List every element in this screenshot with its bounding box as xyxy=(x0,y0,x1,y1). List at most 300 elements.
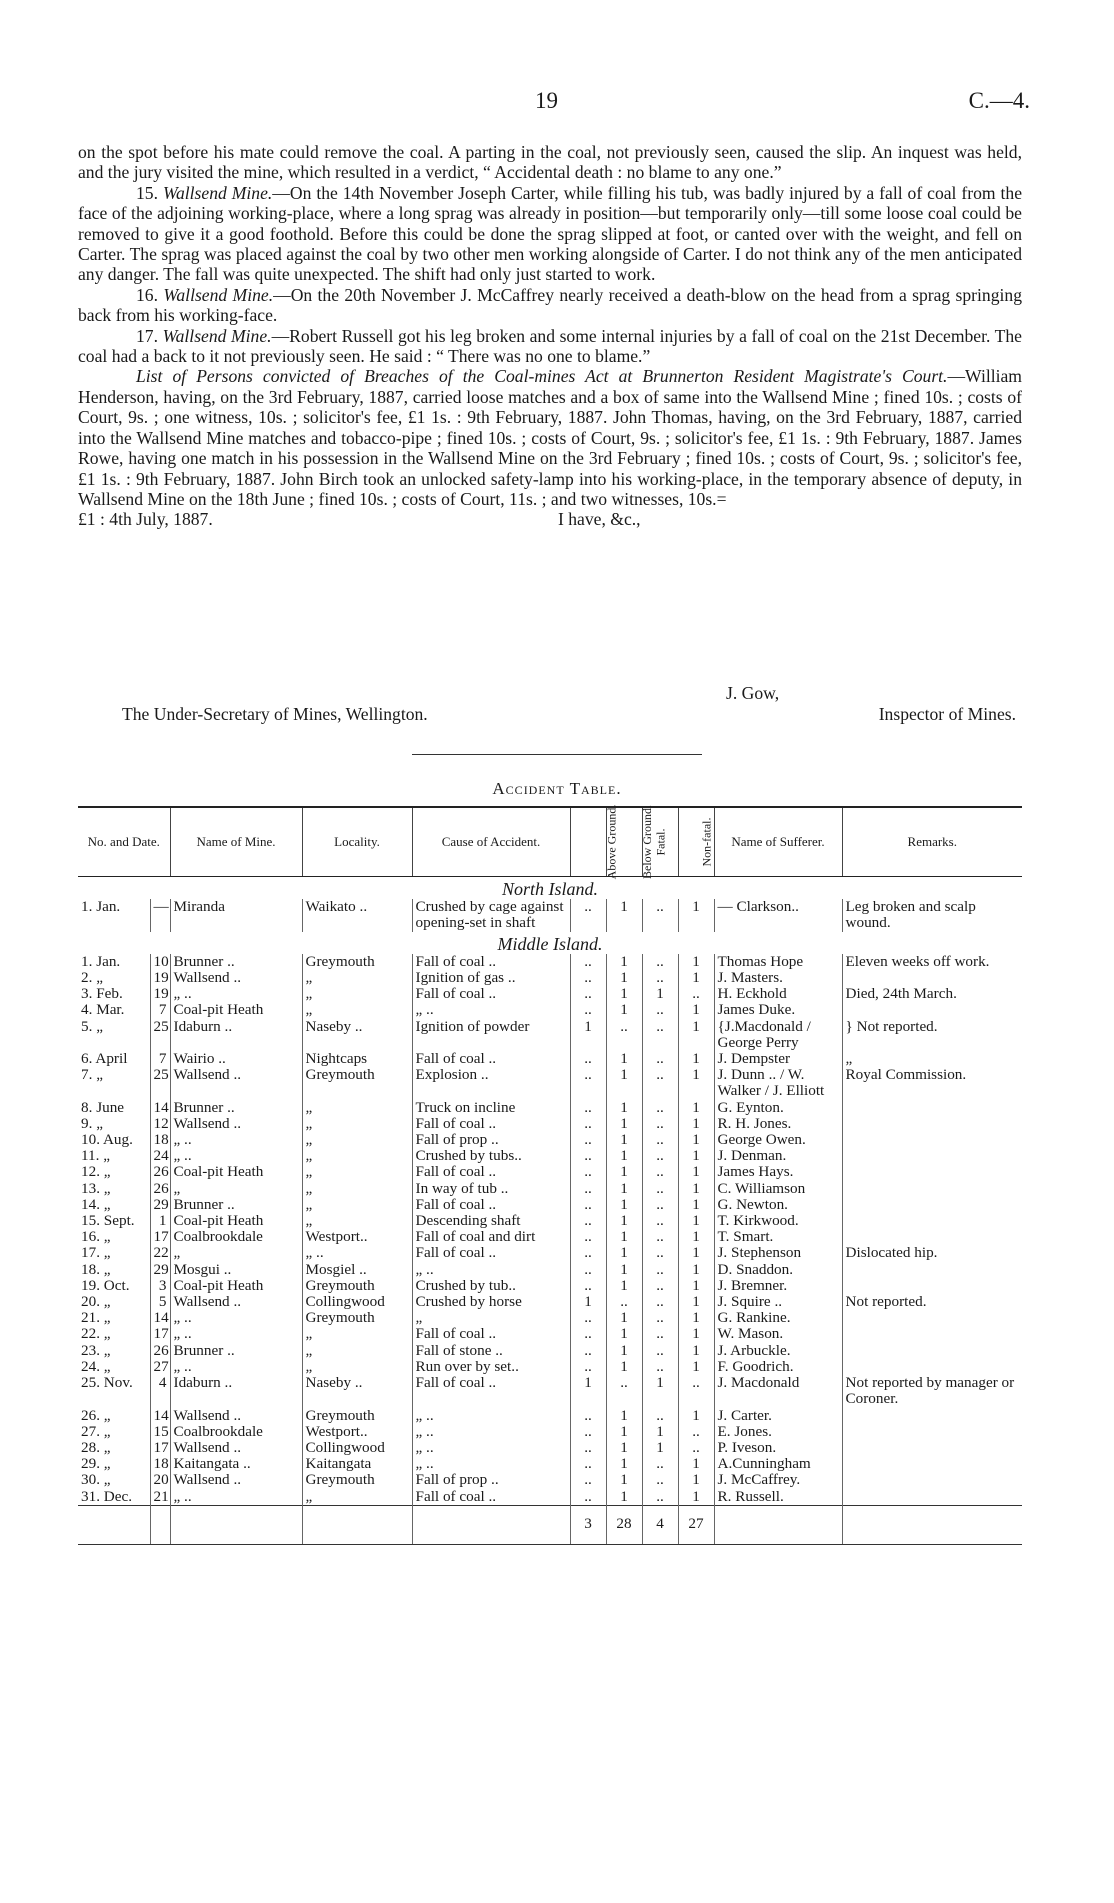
totals-empty xyxy=(302,1505,412,1544)
cell-below-ground: .. xyxy=(606,1375,642,1407)
cell-cause: Fall of coal and dirt xyxy=(412,1229,570,1245)
cell-row-number: 1. Jan. xyxy=(81,899,121,916)
cell-row-number: 30. „ xyxy=(81,1472,111,1489)
cell-locality: Collingwood xyxy=(302,1294,412,1310)
cell-sufferer: J. Dempster xyxy=(714,1051,842,1067)
cell-fatal: .. xyxy=(642,1197,678,1213)
paragraph-text: —On the 14th November Joseph Carter, while filling his tub, was badly injured by a fall of coal from the face of the adjoining working-place, where a long sprag was already in position—but temporarily only—till some loose coal could be removed to give it a good foothold. Before this could be done the sprag slipped at foot, or canted over with the weight, and fell on Carter. The sprag was placed against the coal by two other men working alongside of Carter. I do not think any of the men anticipated any danger. The fall was quite unexpected. The shift had only just started to work. xyxy=(78,182,1023,285)
cell-fatal: .. xyxy=(642,1408,678,1424)
total-fatal: 4 xyxy=(642,1505,678,1544)
cell-non-fatal: 1 xyxy=(678,954,714,970)
cell-non-fatal: .. xyxy=(678,1375,714,1407)
cell-mine-name: Wairio .. xyxy=(170,1051,302,1067)
cell-remarks: Dislocated hip. xyxy=(842,1245,1022,1261)
table-header-row xyxy=(78,807,1022,877)
cell-locality: „ xyxy=(302,1002,412,1018)
cell-locality: „ xyxy=(302,970,412,986)
cell-remarks xyxy=(842,1213,1022,1229)
cell-non-fatal: 1 xyxy=(678,1067,714,1099)
cell-remarks xyxy=(842,1343,1022,1359)
cell-locality: Greymouth xyxy=(302,1310,412,1326)
cell-remarks: „ xyxy=(842,1051,1022,1067)
cell-row-day: 24 xyxy=(150,1148,170,1164)
cell-row-number: 14. „ xyxy=(81,1196,111,1213)
cell-above-ground: .. xyxy=(570,1229,606,1245)
cell-locality: Greymouth xyxy=(302,1067,412,1099)
cell-cause: Fall of coal .. xyxy=(412,1489,570,1506)
cell-below-ground: 1 xyxy=(606,1181,642,1197)
cell-row-day: 10 xyxy=(150,954,170,970)
cell-fatal: .. xyxy=(642,1164,678,1180)
cell-non-fatal: 1 xyxy=(678,970,714,986)
cell-remarks xyxy=(842,1262,1022,1278)
cell-mine-name: Brunner .. xyxy=(170,1343,302,1359)
header-non-fatal xyxy=(678,807,714,877)
cell-fatal: 1 xyxy=(642,1424,678,1440)
cell-locality: Westport.. xyxy=(302,1229,412,1245)
cell-non-fatal: 1 xyxy=(678,1359,714,1375)
cell-above-ground: .. xyxy=(570,1051,606,1067)
cell-remarks xyxy=(842,1132,1022,1148)
cell-fatal: .. xyxy=(642,1343,678,1359)
cell-sufferer: James Duke. xyxy=(714,1002,842,1018)
cell-cause: Run over by set.. xyxy=(412,1359,570,1375)
cell-cause: Fall of coal .. xyxy=(412,1326,570,1342)
cell-locality: „ xyxy=(302,1197,412,1213)
cell-below-ground: 1 xyxy=(606,1489,642,1506)
cell-mine-name: Coalbrookdale xyxy=(170,1424,302,1440)
cell-cause: Fall of stone .. xyxy=(412,1343,570,1359)
convictions-end: £1 : 4th July, 1887. xyxy=(78,509,213,530)
cell-below-ground: 1 xyxy=(606,1229,642,1245)
cell-fatal: .. xyxy=(642,970,678,986)
cell-above-ground: .. xyxy=(570,899,606,931)
totals-empty xyxy=(842,1505,1022,1544)
cell-row-number: 20. „ xyxy=(81,1294,111,1311)
totals-empty xyxy=(412,1505,570,1544)
cell-sufferer: J. Macdonald xyxy=(714,1375,842,1407)
cell-non-fatal: .. xyxy=(678,1440,714,1456)
cell-mine-name: „ .. xyxy=(170,1326,302,1342)
cell-row-day: 4 xyxy=(150,1375,170,1407)
total-below-ground: 28 xyxy=(606,1505,642,1544)
cell-non-fatal: 1 xyxy=(678,1197,714,1213)
table-row xyxy=(78,1456,1022,1472)
cell-fatal: .. xyxy=(642,1278,678,1294)
cell-sufferer: — Clarkson.. xyxy=(714,899,842,931)
paragraph-text: —On the 20th November J. McCaffrey nearly received a death-blow on the head from a sprag springing back from his working-face. xyxy=(78,284,1023,326)
cell-below-ground: 1 xyxy=(606,954,642,970)
cell-remarks xyxy=(842,1002,1022,1018)
cell-remarks: Leg broken and scalp wound. xyxy=(842,899,1022,931)
cell-non-fatal: 1 xyxy=(678,1456,714,1472)
cell-row-day: 18 xyxy=(150,1456,170,1472)
table-row xyxy=(78,1116,1022,1132)
cell-below-ground: 1 xyxy=(606,1148,642,1164)
cell-non-fatal: 1 xyxy=(678,1343,714,1359)
cell-below-ground: 1 xyxy=(606,1067,642,1099)
cell-below-ground: 1 xyxy=(606,1245,642,1261)
cell-remarks xyxy=(842,1456,1022,1472)
cell-remarks: Not reported by manager or Coroner. xyxy=(842,1375,1022,1407)
cell-sufferer: J. Squire .. xyxy=(714,1294,842,1310)
cell-above-ground: .. xyxy=(570,1440,606,1456)
table-row xyxy=(78,1310,1022,1326)
section-row-middle xyxy=(78,932,1022,954)
cell-sufferer: George Owen. xyxy=(714,1132,842,1148)
table-row xyxy=(78,1343,1022,1359)
cell-non-fatal: 1 xyxy=(678,1229,714,1245)
cell-fatal: .. xyxy=(642,1229,678,1245)
signer-title: Inspector of Mines. xyxy=(878,704,1016,724)
table-row xyxy=(78,1262,1022,1278)
cell-row-number: 11. „ xyxy=(81,1148,110,1165)
cell-cause: Fall of coal .. xyxy=(412,1116,570,1132)
cell-cause: „ .. xyxy=(412,1424,570,1440)
cell-row-day: 27 xyxy=(150,1359,170,1375)
cell-row-day: 21 xyxy=(150,1489,170,1506)
cell-remarks xyxy=(842,1472,1022,1488)
cell-row-day: 26 xyxy=(150,1343,170,1359)
header-text: Fatal. xyxy=(653,828,668,856)
cell-row-day: 17 xyxy=(150,1326,170,1342)
cell-above-ground: .. xyxy=(570,1262,606,1278)
cell-locality: „ xyxy=(302,1489,412,1506)
cell-non-fatal: 1 xyxy=(678,1181,714,1197)
table-title xyxy=(0,779,1114,799)
cell-fatal: .. xyxy=(642,1294,678,1310)
cell-below-ground: 1 xyxy=(606,1262,642,1278)
cell-sufferer: H. Eckhold xyxy=(714,986,842,1002)
cell-above-ground: .. xyxy=(570,1424,606,1440)
cell-below-ground: 1 xyxy=(606,1164,642,1180)
cell-locality: Westport.. xyxy=(302,1424,412,1440)
cell-fatal: .. xyxy=(642,1019,678,1051)
cell-row-day: 19 xyxy=(150,986,170,1002)
cell-cause: Truck on incline xyxy=(412,1100,570,1116)
cell-sufferer: J. Stephenson xyxy=(714,1245,842,1261)
cell-row-day: 7 xyxy=(150,1051,170,1067)
section-middle-island: Middle Island. xyxy=(497,933,603,954)
mine-name: Wallsend Mine. xyxy=(163,284,274,305)
table-row xyxy=(78,1229,1022,1245)
cell-row-day: 14 xyxy=(150,1310,170,1326)
cell-above-ground: .. xyxy=(570,1100,606,1116)
cell-mine-name: Wallsend .. xyxy=(170,1472,302,1488)
cell-locality: Greymouth xyxy=(302,1472,412,1488)
cell-row-day: 22 xyxy=(150,1245,170,1261)
cell-sufferer: {J.Macdonald / George Perry xyxy=(714,1019,842,1051)
cell-mine-name: „ xyxy=(170,1181,302,1197)
cell-row-number: 21. „ xyxy=(81,1310,111,1327)
cell-row-number: 16. „ xyxy=(81,1229,111,1246)
cell-sufferer: James Hays. xyxy=(714,1164,842,1180)
table-row xyxy=(78,1197,1022,1213)
paragraph-text: —Robert Russell got his leg broken and some internal injuries by a fall of coal on the 21st December. The coal had a back to it not previously seen. He said : “ There was no one to blame.” xyxy=(78,325,1022,367)
cell-above-ground: .. xyxy=(570,1067,606,1099)
table-row xyxy=(78,1132,1022,1148)
table-row xyxy=(78,1019,1022,1051)
cell-fatal: 1 xyxy=(642,1375,678,1407)
header-text: Above Ground. xyxy=(603,804,618,880)
paragraph-15 xyxy=(78,183,1022,285)
cell-cause: Ignition of gas .. xyxy=(412,970,570,986)
cell-non-fatal: 1 xyxy=(678,1019,714,1051)
cell-fatal: .. xyxy=(642,1100,678,1116)
cell-cause: Fall of prop .. xyxy=(412,1132,570,1148)
cell-non-fatal: 1 xyxy=(678,1100,714,1116)
cell-mine-name: „ .. xyxy=(170,1132,302,1148)
cell-non-fatal: 1 xyxy=(678,1132,714,1148)
table-row xyxy=(78,954,1022,970)
cell-sufferer: G. Eynton. xyxy=(714,1100,842,1116)
cell-row-number: 22. „ xyxy=(81,1326,111,1343)
cell-fatal: .. xyxy=(642,1067,678,1099)
cell-locality: „ .. xyxy=(302,1245,412,1261)
cell-sufferer: T. Kirkwood. xyxy=(714,1213,842,1229)
paragraph-number: 17. xyxy=(136,325,158,346)
cell-cause: In way of tub .. xyxy=(412,1181,570,1197)
paragraph-14-end: on the spot before his mate could remove the coal. A parting in the coal, not previously seen, caused the slip. An inquest was held, and the jury visited the mine, which resulted in a verdict, “ Accidental death : no blame to any one.” xyxy=(78,142,1022,183)
cell-row-day: 3 xyxy=(150,1278,170,1294)
cell-cause: Fall of prop .. xyxy=(412,1472,570,1488)
cell-remarks: Not reported. xyxy=(842,1294,1022,1310)
table-row xyxy=(78,1424,1022,1440)
cell-fatal: 1 xyxy=(642,1440,678,1456)
table-row xyxy=(78,1067,1022,1099)
cell-cause: Fall of coal .. xyxy=(412,986,570,1002)
cell-fatal: .. xyxy=(642,1148,678,1164)
cell-sufferer: A.Cunningham xyxy=(714,1456,842,1472)
cell-above-ground: .. xyxy=(570,1245,606,1261)
cell-row-day: — xyxy=(150,899,170,931)
totals-row xyxy=(78,1505,1022,1544)
cell-above-ground: .. xyxy=(570,1148,606,1164)
cell-cause: „ .. xyxy=(412,1408,570,1424)
cell-row-number: 23. „ xyxy=(81,1342,111,1359)
cell-mine-name: Coal-pit Heath xyxy=(170,1213,302,1229)
cell-below-ground: 1 xyxy=(606,1456,642,1472)
cell-cause: Crushed by tub.. xyxy=(412,1278,570,1294)
cell-mine-name: Kaitangata .. xyxy=(170,1456,302,1472)
header-sufferer: Name of Sufferer. xyxy=(714,807,842,877)
page-number: 19 xyxy=(535,88,558,113)
cell-above-ground: .. xyxy=(570,970,606,986)
cell-locality: „ xyxy=(302,1359,412,1375)
cell-remarks xyxy=(842,1326,1022,1342)
cell-row-number: 4. Mar. xyxy=(81,1002,125,1019)
cell-cause: Fall of coal .. xyxy=(412,1197,570,1213)
cell-fatal: .. xyxy=(642,1213,678,1229)
document-reference: C.—4. xyxy=(968,88,1030,113)
cell-non-fatal: 1 xyxy=(678,1051,714,1067)
table-row xyxy=(78,1489,1022,1506)
cell-sufferer: T. Smart. xyxy=(714,1229,842,1245)
cell-above-ground: .. xyxy=(570,1326,606,1342)
cell-mine-name: „ xyxy=(170,1245,302,1261)
cell-below-ground: 1 xyxy=(606,1310,642,1326)
paragraph-text: —William Henderson, having, on the 3rd February, 1887, carried loose matches and a box of same into the Wallsend Mine ; fined 10s. ; costs of Court, 9s. ; one witness, 10s. ; solicitor's fee, £1 1s. : 9th February, 1887. John Thomas, having, on the 3rd February, 1887, carried into the Wallsend Mine matches and tobacco-pipe ; fined 10s. ; costs of Court, 9s. ; solicitor's fee, £1 1s. : 9th February, 1887. James Rowe, having one match in his possession in the Wallsend Mine on the 3rd February ; fined 10s. ; costs of Court, 9s. ; solicitor's fee, £1 1s. : 9th February, 1887. John Birch took an unlocked safety-lamp into his working-place, in the temporary absence of deputy, in Wallsend Mine on the 18th June ; fined 10s. ; costs of Court, 11s. ; and two witnesses, 10s.= xyxy=(78,366,1022,509)
cell-non-fatal: 1 xyxy=(678,1002,714,1018)
cell-row-number: 10. Aug. xyxy=(81,1132,133,1149)
cell-row-number: 9. „ xyxy=(81,1115,103,1132)
accident-table xyxy=(78,806,1022,1545)
cell-cause: „ .. xyxy=(412,1440,570,1456)
mine-name: Wallsend Mine. xyxy=(162,325,272,346)
cell-above-ground: .. xyxy=(570,1164,606,1180)
cell-remarks xyxy=(842,1489,1022,1506)
cell-above-ground: .. xyxy=(570,1489,606,1506)
cell-locality: „ xyxy=(302,1326,412,1342)
table-row xyxy=(78,1181,1022,1197)
paragraph-number: 15. xyxy=(136,182,158,203)
table-row xyxy=(78,1408,1022,1424)
cell-row-number: 24. „ xyxy=(81,1358,111,1375)
total-above-ground: 3 xyxy=(570,1505,606,1544)
cell-row-number: 5. „ xyxy=(81,1018,103,1035)
cell-sufferer: J. Denman. xyxy=(714,1148,842,1164)
cell-row-day: 18 xyxy=(150,1132,170,1148)
cell-sufferer: E. Jones. xyxy=(714,1424,842,1440)
cell-locality: Kaitangata xyxy=(302,1456,412,1472)
header-locality: Locality. xyxy=(302,807,412,877)
cell-fatal: .. xyxy=(642,899,678,931)
cell-fatal: .. xyxy=(642,1051,678,1067)
table-row xyxy=(78,899,1022,931)
paragraph-convictions xyxy=(78,366,1022,509)
cell-cause: „ .. xyxy=(412,1456,570,1472)
cell-above-ground: .. xyxy=(570,986,606,1002)
header-mine: Name of Mine. xyxy=(170,807,302,877)
cell-remarks xyxy=(842,1278,1022,1294)
cell-sufferer: R. Russell. xyxy=(714,1489,842,1506)
cell-row-number: 29. „ xyxy=(81,1456,111,1473)
totals-empty xyxy=(150,1505,170,1544)
cell-row-number: 1. Jan. xyxy=(81,953,121,970)
cell-row-number: 18. „ xyxy=(81,1261,111,1278)
cell-locality: Waikato .. xyxy=(302,899,412,931)
cell-fatal: .. xyxy=(642,1489,678,1506)
cell-below-ground: 1 xyxy=(606,1472,642,1488)
cell-row-day: 7 xyxy=(150,1002,170,1018)
paragraph-16 xyxy=(78,285,1022,326)
cell-non-fatal: 1 xyxy=(678,1294,714,1310)
cell-below-ground: 1 xyxy=(606,1424,642,1440)
cell-above-ground: .. xyxy=(570,1116,606,1132)
cell-remarks xyxy=(842,1164,1022,1180)
cell-mine-name: Idaburn .. xyxy=(170,1019,302,1051)
cell-fatal: .. xyxy=(642,1310,678,1326)
cell-locality: „ xyxy=(302,1116,412,1132)
cell-non-fatal: 1 xyxy=(678,1116,714,1132)
cell-row-number: 6. April xyxy=(81,1051,128,1068)
cell-mine-name: Mosgui .. xyxy=(170,1262,302,1278)
cell-row-number: 8. June xyxy=(81,1099,125,1116)
cell-below-ground: .. xyxy=(606,1294,642,1310)
cell-locality: Greymouth xyxy=(302,1408,412,1424)
cell-remarks xyxy=(842,1197,1022,1213)
cell-remarks: Eleven weeks off work. xyxy=(842,954,1022,970)
cell-fatal: .. xyxy=(642,954,678,970)
cell-sufferer: Thomas Hope xyxy=(714,954,842,970)
cell-cause: Crushed by horse xyxy=(412,1294,570,1310)
cell-cause: „ xyxy=(412,1310,570,1326)
cell-below-ground: 1 xyxy=(606,1116,642,1132)
cell-cause: Fall of coal .. xyxy=(412,954,570,970)
cell-locality: „ xyxy=(302,1164,412,1180)
cell-mine-name: „ .. xyxy=(170,986,302,1002)
cell-fatal: 1 xyxy=(642,986,678,1002)
cell-cause: Fall of coal .. xyxy=(412,1375,570,1407)
cell-above-ground: 1 xyxy=(570,1294,606,1310)
cell-row-day: 26 xyxy=(150,1181,170,1197)
cell-mine-name: Brunner .. xyxy=(170,1197,302,1213)
cell-locality: „ xyxy=(302,986,412,1002)
cell-row-day: 29 xyxy=(150,1197,170,1213)
cell-mine-name: Coalbrookdale xyxy=(170,1229,302,1245)
cell-mine-name: „ .. xyxy=(170,1359,302,1375)
cell-locality: „ xyxy=(302,1132,412,1148)
cell-cause: Fall of coal .. xyxy=(412,1245,570,1261)
cell-above-ground: 1 xyxy=(570,1019,606,1051)
cell-above-ground: .. xyxy=(570,954,606,970)
cell-below-ground: 1 xyxy=(606,1002,642,1018)
cell-row-day: 25 xyxy=(150,1019,170,1051)
cell-non-fatal: 1 xyxy=(678,1472,714,1488)
cell-row-day: 29 xyxy=(150,1262,170,1278)
cell-row-number: 25. Nov. xyxy=(81,1375,133,1392)
table-row xyxy=(78,1213,1022,1229)
table-row xyxy=(78,1326,1022,1342)
recipient: The Under-Secretary of Mines, Wellington. xyxy=(122,704,428,724)
cell-above-ground: .. xyxy=(570,1132,606,1148)
header-text: Below Ground. xyxy=(639,805,654,879)
cell-mine-name: „ .. xyxy=(170,1310,302,1326)
cell-remarks xyxy=(842,1181,1022,1197)
cell-row-number: 13. „ xyxy=(81,1180,111,1197)
cell-locality: Nightcaps xyxy=(302,1051,412,1067)
cell-mine-name: Idaburn .. xyxy=(170,1375,302,1407)
cell-row-day: 5 xyxy=(150,1294,170,1310)
cell-fatal: .. xyxy=(642,1245,678,1261)
cell-fatal: .. xyxy=(642,1132,678,1148)
cell-above-ground: .. xyxy=(570,1278,606,1294)
cell-remarks xyxy=(842,970,1022,986)
cell-cause: Ignition of powder xyxy=(412,1019,570,1051)
cell-row-day: 19 xyxy=(150,970,170,986)
cell-row-day: 20 xyxy=(150,1472,170,1488)
cell-row-day: 14 xyxy=(150,1408,170,1424)
header-cause: Cause of Accident. xyxy=(412,807,570,877)
cell-below-ground: 1 xyxy=(606,1132,642,1148)
cell-sufferer: P. Iveson. xyxy=(714,1440,842,1456)
totals-empty xyxy=(78,1505,150,1544)
cell-above-ground: .. xyxy=(570,1343,606,1359)
table-row xyxy=(78,1278,1022,1294)
cell-fatal: .. xyxy=(642,1326,678,1342)
cell-row-day: 17 xyxy=(150,1229,170,1245)
cell-row-number: 31. Dec. xyxy=(81,1488,133,1505)
cell-non-fatal: 1 xyxy=(678,1245,714,1261)
cell-sufferer: G. Newton. xyxy=(714,1197,842,1213)
cell-row-day: 25 xyxy=(150,1067,170,1099)
cell-fatal: .. xyxy=(642,1456,678,1472)
table-row xyxy=(78,970,1022,986)
cell-non-fatal: .. xyxy=(678,986,714,1002)
cell-non-fatal: 1 xyxy=(678,1262,714,1278)
cell-remarks xyxy=(842,1359,1022,1375)
cell-remarks xyxy=(842,1310,1022,1326)
